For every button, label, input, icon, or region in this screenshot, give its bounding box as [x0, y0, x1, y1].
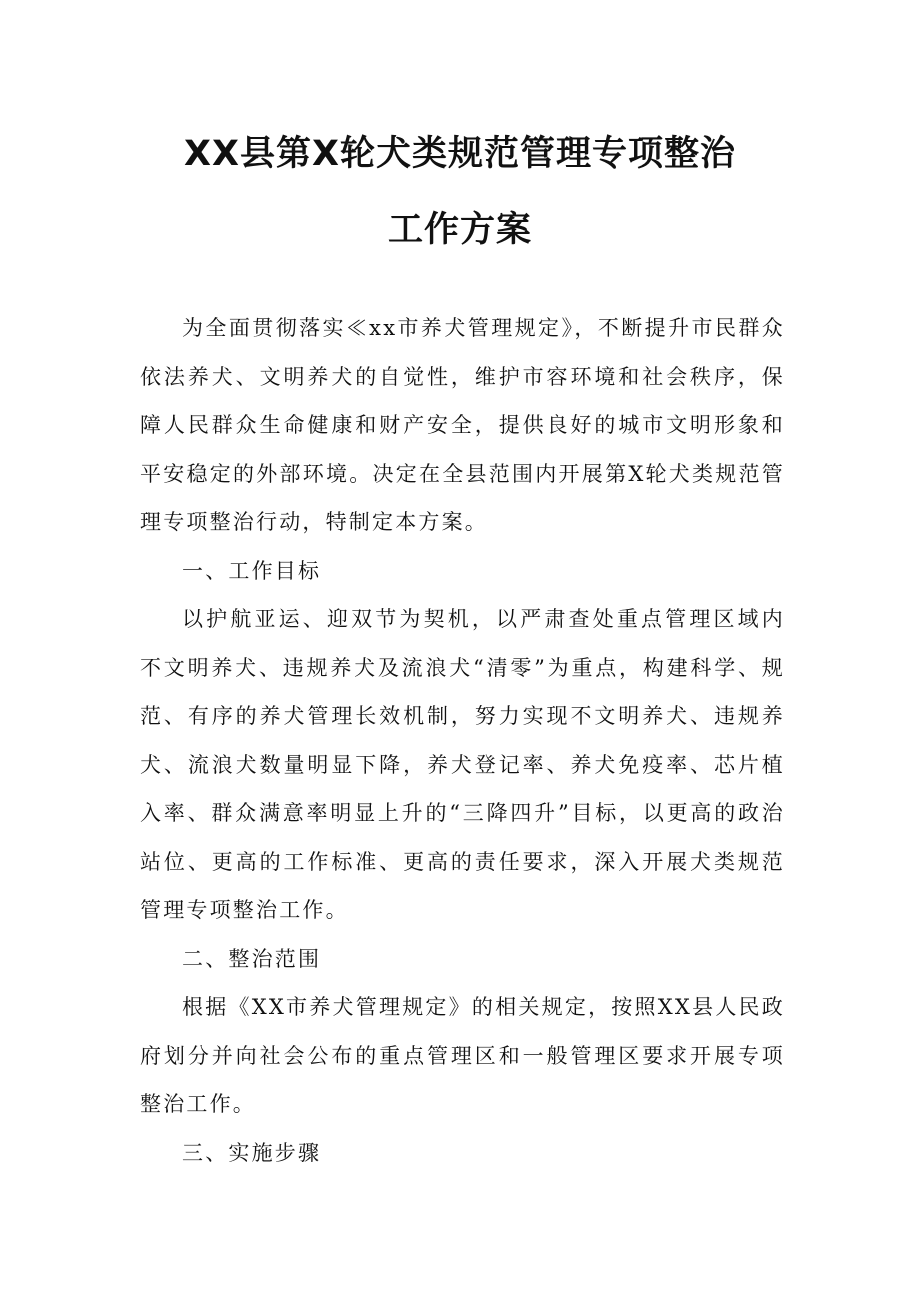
section-heading-steps: 三、实施步骤 [182, 1140, 322, 1165]
document-title-line-2: 工作方案 [387, 210, 532, 250]
goals-paragraph: 以护航亚运、迎双节为契机，以严肃查处重点管理区域内不文明养犬、违规养犬及流浪犬“清零”为重点，构建科学、规范、有序的养犬管理长效机制，努力实现不文明养犬、违规养犬、流浪犬数量明显下降，养犬登记率、养犬免疫率、芯片植入率、群众满意率明显上升的“三降四升”目标，以更高的政治站位、更高的工作标准、更高的责任要求，深入开展犬类规范管理专项整治工作。 [140, 607, 785, 922]
intro-paragraph: 为全面贯彻落实≪xx市养犬管理规定》，不断提升市民群众依法养犬、文明养犬的自觉性，维护市容环境和社会秩序，保障人民群众生命健康和财产安全，提供良好的城市文明形象和平安稳定的外部环境。决定在全县范围内开展第X轮犬类规范管理专项整治行动，特制定本方案。 [140, 316, 785, 534]
section-heading-goals: 一、工作目标 [182, 558, 322, 583]
document-title-line-1: XX县第X轮犬类规范管理专项整治 [184, 134, 736, 174]
scope-paragraph: 根据《XX市养犬管理规定》的相关规定，按照XX县人民政府划分并向社会公布的重点管理区和一般管理区要求开展专项整治工作。 [140, 995, 785, 1116]
section-heading-scope: 二、整治范围 [182, 946, 322, 971]
document-body [140, 304, 785, 1177]
